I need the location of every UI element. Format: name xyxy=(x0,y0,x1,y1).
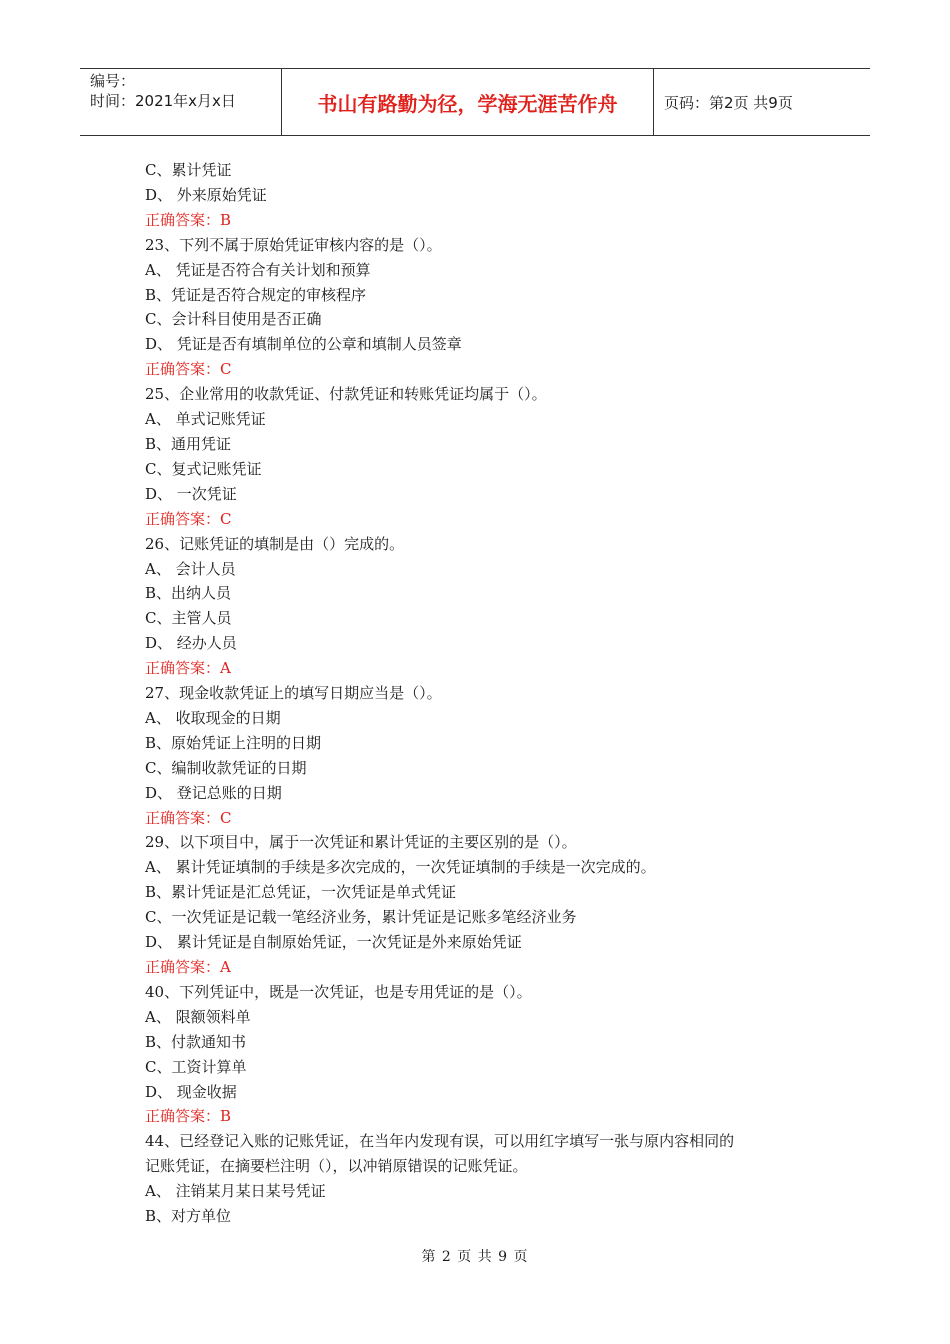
question-line: 40、下列凭证中，既是一次凭证，也是专用凭证的是（）。 xyxy=(145,982,532,1001)
header-motto: 书山有路勤为径，学海无涯苦作舟 xyxy=(282,69,654,135)
answer-line: 正确答案：C xyxy=(145,360,232,379)
question-line: D、 凭证是否有填制单位的公章和填制人员签章 xyxy=(145,335,462,354)
question-line: C、复式记账凭证 xyxy=(145,459,262,478)
header-page-info: 页码：第2页 共9页 xyxy=(664,93,793,112)
question-line: C、编制收款凭证的日期 xyxy=(145,758,307,777)
question-line: B、付款通知书 xyxy=(145,1032,247,1051)
document-time-label: 时间：2021年x月x日 xyxy=(90,92,236,110)
question-line: A、 会计人员 xyxy=(145,559,236,578)
answer-line: 正确答案：B xyxy=(145,1107,232,1126)
question-line: C、累计凭证 xyxy=(145,161,232,179)
question-line: D、 经办人员 xyxy=(145,634,237,653)
question-line: A、 累计凭证填制的手续是多次完成的，一次凭证填制的手续是一次完成的。 xyxy=(145,858,656,877)
question-line: D、 累计凭证是自制原始凭证，一次凭证是外来原始凭证 xyxy=(145,933,522,952)
question-line: 44、已经登记入账的记账凭证，在当年内发现有误，可以用红字填写一张与原内容相同的 xyxy=(145,1132,735,1151)
question-line: 29、以下项目中，属于一次凭证和累计凭证的主要区别的是（）。 xyxy=(145,833,577,852)
question-line: 27、现金收款凭证上的填写日期应当是（）。 xyxy=(145,684,442,703)
question-line: B、通用凭证 xyxy=(145,434,232,453)
question-line: B、原始凭证上注明的日期 xyxy=(145,733,322,752)
answer-line: 正确答案：C xyxy=(145,808,232,827)
question-line: A、 凭证是否符合有关计划和预算 xyxy=(145,260,371,279)
question-line: A、 收取现金的日期 xyxy=(145,708,281,727)
answer-line: 正确答案：A xyxy=(145,659,231,678)
question-line: B、凭证是否符合规定的审核程序 xyxy=(145,285,367,304)
header-meta xyxy=(80,69,282,135)
question-line: C、会计科目使用是否正确 xyxy=(145,310,322,329)
question-line: D、 现金收据 xyxy=(145,1082,237,1101)
question-line: A、 单式记账凭证 xyxy=(145,410,266,429)
answer-line: 正确答案：B xyxy=(145,210,232,229)
question-line: 23、下列不属于原始凭证审核内容的是（）。 xyxy=(145,235,442,254)
question-line: C、主管人员 xyxy=(145,609,232,628)
question-line: 记账凭证，在摘要栏注明（），以冲销原错误的记账凭证。 xyxy=(145,1157,528,1176)
question-line: B、累计凭证是汇总凭证，一次凭证是单式凭证 xyxy=(145,883,457,902)
question-line: B、对方单位 xyxy=(145,1207,232,1226)
question-line: D、 外来原始凭证 xyxy=(145,185,267,204)
question-line: B、出纳人员 xyxy=(145,584,232,603)
question-line: D、 登记总账的日期 xyxy=(145,783,282,802)
page-header xyxy=(80,68,870,136)
answer-line: 正确答案：C xyxy=(145,509,232,528)
answer-line: 正确答案：A xyxy=(145,958,231,976)
question-line: C、一次凭证是记载一笔经济业务，累计凭证是记账多笔经济业务 xyxy=(145,908,577,927)
question-line: A、 限额领料单 xyxy=(145,1007,251,1026)
question-line: D、 一次凭证 xyxy=(145,484,237,503)
question-line: 26、记账凭证的填制是由（）完成的。 xyxy=(145,534,405,553)
question-line: C、工资计算单 xyxy=(145,1057,247,1076)
page-footer: 第 2 页 共 9 页 xyxy=(421,1249,529,1265)
question-line: 25、企业常用的收款凭证、付款凭证和转账凭证均属于（）。 xyxy=(145,385,547,404)
document-body xyxy=(145,158,825,1229)
document-number-label: 编号： xyxy=(90,72,136,90)
question-line: A、 注销某月某日某号凭证 xyxy=(145,1182,326,1201)
